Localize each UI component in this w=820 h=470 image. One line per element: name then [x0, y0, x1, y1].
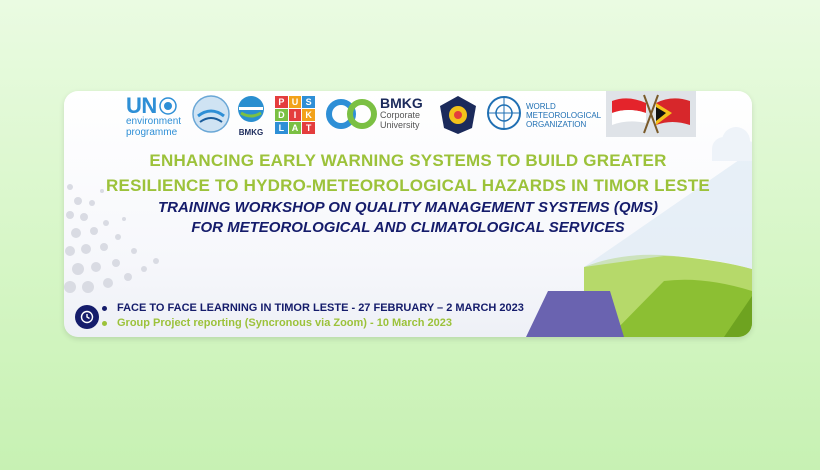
- bmkg-emblem-icon: [236, 95, 266, 123]
- heading-line-2: RESILIENCE TO HYDRO-METEOROLOGICAL HAZARDS IN TIMOR LESTE: [106, 176, 710, 195]
- schedule-item-group-project: [102, 316, 524, 331]
- bmkg-cu-title: BMKG: [380, 95, 423, 111]
- clock-icon: [75, 305, 99, 329]
- schedule-list: [102, 301, 524, 332]
- institution-emblem-icon: [438, 94, 478, 136]
- schedule-item-text: FACE TO FACE LEARNING IN TIMOR LESTE - 27 FEBRUARY – 2 MARCH 2023: [117, 302, 524, 314]
- heading-line-1: ENHANCING EARLY WARNING SYSTEMS TO BUILD GREATER: [149, 151, 667, 170]
- indonesia-timor-leste-flags-icon: [606, 91, 696, 137]
- bullet-dot: [102, 306, 107, 311]
- wmo-line2: METEOROLOGICAL: [526, 110, 602, 120]
- banner-reflection: [64, 337, 752, 397]
- wmo-emblem-icon: [486, 95, 522, 131]
- wmo-line3: ORGANIZATION: [526, 119, 587, 129]
- un-wordmark: UN: [126, 93, 157, 118]
- workshop-banner: [64, 91, 752, 337]
- un-line2: programme: [126, 126, 178, 138]
- bullet-dot: [102, 321, 107, 326]
- bmkg-corporate-university-logo: [380, 96, 423, 130]
- wmo-logo: [526, 103, 601, 129]
- schedule-item-text: Group Project reporting (Syncronous via Zoom) - 10 March 2023: [117, 317, 452, 330]
- un-environment-logo: [126, 95, 186, 138]
- subheading-line-2: FOR METEOROLOGICAL AND CLIMATOLOGICAL SERVICES: [191, 219, 625, 236]
- schedule-item-face-to-face: [102, 301, 524, 316]
- bmkg-cu-line1: Corporate: [380, 110, 421, 120]
- pusdiklat-logo: P U S D I K L A T: [275, 96, 315, 134]
- wmo-line1: WORLD: [526, 102, 556, 111]
- logo-bar: [64, 91, 752, 139]
- circular-agency-logo: [192, 94, 230, 134]
- un-emblem-icon: [159, 97, 177, 115]
- subheading-line-1: TRAINING WORKSHOP ON QUALITY MANAGEMENT SYSTEMS (QMS): [157, 199, 658, 216]
- un-line1: environment: [126, 116, 182, 127]
- reflection-shapes: [64, 337, 752, 397]
- bmkg-label: BMKG: [238, 128, 264, 137]
- bmkg-logo: [234, 95, 268, 137]
- bmkg-cu-emblem-icon: [326, 99, 378, 129]
- bmkg-cu-line2: University: [380, 120, 420, 130]
